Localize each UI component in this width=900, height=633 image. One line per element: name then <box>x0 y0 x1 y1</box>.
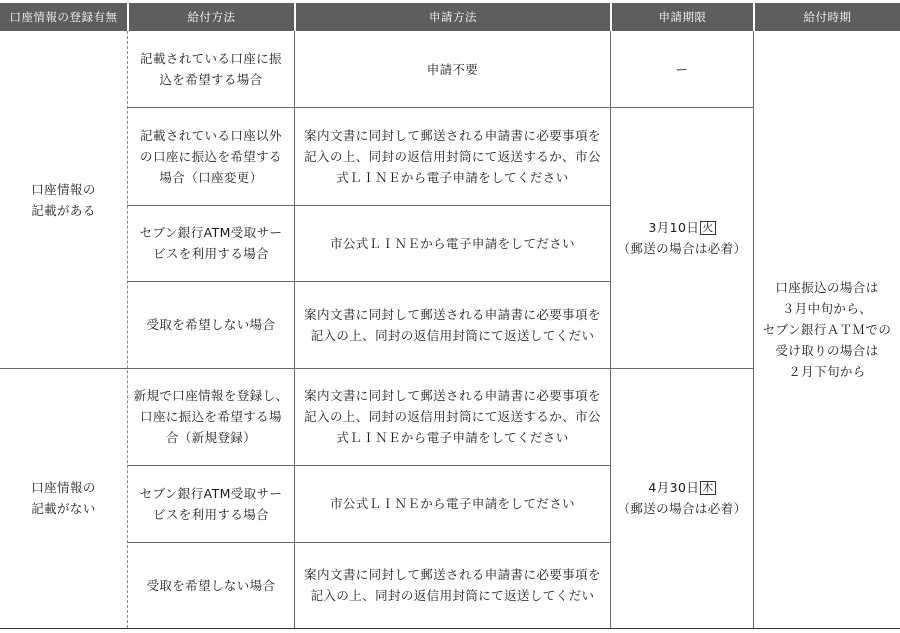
application-cell: 市公式ＬＩＮＥから電子申請をしてださい <box>329 235 576 251</box>
header-timing: 給付時期 <box>754 3 900 31</box>
method-cell: 受取を希望しない場合 <box>146 577 276 593</box>
application-cell: 案内文書に同封して郵送される申請書に必要事項を 記入の上、同封の返信用封筒にて返送してくだい <box>304 306 601 343</box>
deadline-none: ー <box>675 61 689 77</box>
application-cell: 案内文書に同封して郵送される申請書に必要事項を 記入の上、同封の返信用封筒にて返送してくだい <box>304 567 601 603</box>
method-cell: セブン銀行ATM受取サー ビスを利用する場合 <box>139 225 283 261</box>
method-cell: 記載されている口座に振 込を希望する場合 <box>140 51 282 87</box>
deadline-cell <box>611 368 753 628</box>
application-cell: 市公式ＬＩＮＥから電子申請をしてださい <box>329 496 576 511</box>
header-application: 申請方法 <box>295 3 610 31</box>
deadline-date: 3月10日 <box>648 219 700 235</box>
method-cell: 受取を希望しない場合 <box>146 317 276 332</box>
deadline-cell <box>611 107 753 368</box>
weekday-badge: 火 <box>702 220 714 234</box>
group-label-has-account: 口座情報の 記載がある <box>31 181 96 218</box>
application-cell: 案内文書に同封して郵送される申請書に必要事項を 記入の上、同封の返信用封筒にて返送するか、市公 式ＬＩＮＥから電子申請をしてください <box>304 388 601 445</box>
method-cell: 記載されている口座以外 の口座に振込を希望する 場合（口座変更） <box>140 127 282 185</box>
header-method: 給付方法 <box>128 3 294 31</box>
deadline-note: （郵送の場合は必着） <box>617 501 747 516</box>
deadline-note: （郵送の場合は必着） <box>617 240 747 256</box>
method-cell: セブン銀行ATM受取サー ビスを利用する場合 <box>139 485 283 522</box>
method-cell: 新規で口座情報を登録し、 口座に振込を希望する場 合（新規登録） <box>133 388 289 445</box>
deadline-date: 4月30日 <box>648 480 700 495</box>
timing-cell: 口座振込の場合は ３月中旬から、 セブン銀行ＡＴＭでの 受け取りの場合は ２月下旬から <box>762 280 892 379</box>
header-deadline: 申請期限 <box>611 3 753 31</box>
weekday-badge: 木 <box>702 481 714 494</box>
header-registration: 口座情報の登録有無 <box>0 3 127 31</box>
group-label-no-account: 口座情報の 記載がない <box>31 480 96 516</box>
application-cell: 申請不要 <box>426 61 479 77</box>
application-cell: 案内文書に同封して郵送される申請書に必要事項を 記入の上、同封の返信用封筒にて返送するか、市公 式ＬＩＮＥから電子申請をしてください <box>304 127 601 185</box>
